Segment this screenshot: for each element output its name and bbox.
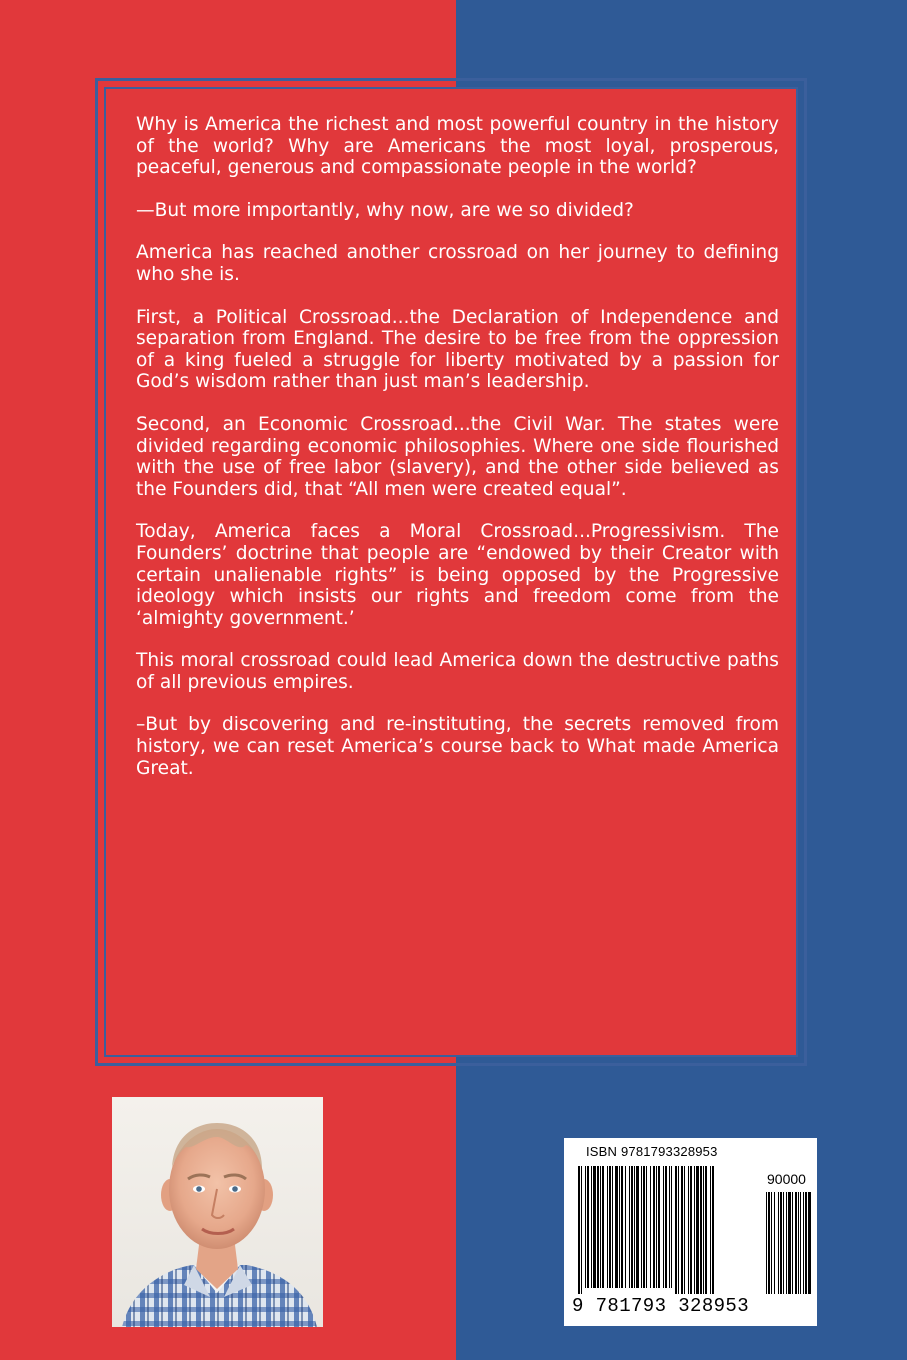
- barcode-addon-bar: [805, 1192, 807, 1294]
- blurb-paragraph-2: —But more importantly, why now, are we so divided?: [136, 199, 634, 221]
- barcode-addon-bar: [780, 1192, 782, 1294]
- barcode-bar: [602, 1166, 604, 1288]
- barcode-bar: [619, 1166, 620, 1288]
- barcode-addon-bar: [768, 1192, 770, 1294]
- barcode-addon-bar: [788, 1192, 791, 1294]
- barcode-bar: [621, 1166, 623, 1288]
- barcode-bar: [681, 1166, 683, 1294]
- barcode-bar: [694, 1166, 695, 1294]
- barcode-bar: [600, 1166, 601, 1288]
- barcode-bar: [665, 1166, 667, 1288]
- barcode-bar: [669, 1166, 670, 1288]
- blurb-paragraph-8: –But by discovering and re-instituting, the secrets removed from history, we can reset America’s course back to What made America Great.: [136, 714, 779, 779]
- barcode-addon-bar: [803, 1192, 804, 1294]
- barcode-addon-bar: [771, 1192, 772, 1294]
- blurb-paragraph-1: Why is America the richest and most powerful country in the history of the world? Why are Americans the most loyal, prosperous, peaceful, generous and compassionate people in the world?: [136, 114, 779, 179]
- isbn-barcode: [564, 1138, 817, 1326]
- barcode-bar: [684, 1166, 685, 1294]
- barcode-addon-bar: [795, 1192, 797, 1294]
- barcode-bar: [597, 1166, 599, 1288]
- barcode-bar: [650, 1166, 651, 1288]
- isbn-label: ISBN 9781793328953: [586, 1144, 718, 1159]
- barcode-bar: [710, 1166, 711, 1294]
- barcode-bar: [609, 1166, 611, 1288]
- barcode-bar: [700, 1166, 702, 1294]
- barcode-digits: 9 781793 328953: [572, 1295, 750, 1317]
- barcode-bar: [646, 1166, 647, 1288]
- barcode-bar: [658, 1166, 660, 1288]
- barcode-addon-bar: [792, 1192, 793, 1294]
- barcode-bar: [581, 1166, 582, 1294]
- barcode-addon-bar: [774, 1192, 775, 1294]
- barcode-bar: [641, 1166, 642, 1288]
- barcode-bar: [631, 1166, 633, 1288]
- barcode-addon-bar: [783, 1192, 784, 1294]
- barcode-bar: [703, 1166, 704, 1294]
- barcode-bar: [591, 1166, 592, 1288]
- barcode-addon-bar: [798, 1192, 799, 1294]
- blurb-paragraph-4: First, a Political Crossroad...the Declaration of Independence and separation from England. The desire to be free from the oppression of a king fueled a struggle for liberty motivated by a passion for God’s wisdom rather than just man’s leadership.: [136, 306, 779, 393]
- blurb-paragraph-5: Second, an Economic Crossroad...the Civil War. The states were divided regarding economic philosophies. Where one side flourished with the use of free labor (slavery), and the other side believed as the Founders did, that “All men were created equal”.: [136, 413, 779, 500]
- barcode-bar: [629, 1166, 630, 1288]
- price-code: 90000: [767, 1171, 806, 1187]
- barcode-addon-bar: [778, 1192, 779, 1294]
- blurb-paragraph-6: Today, America faces a Moral Crossroad...Progressivism. The Founders’ doctrine that people are “endowed by their Creator with certain unalienable rights” is being opposed by the Progressive ideology which insists our rights and freedom come from the ‘almighty government.’: [136, 521, 779, 629]
- barcode-addon-bar: [766, 1192, 767, 1294]
- barcode-bar: [585, 1166, 586, 1288]
- barcode-bar: [593, 1166, 596, 1288]
- blurb-panel-inner: [104, 87, 798, 1057]
- barcode-bar: [712, 1166, 714, 1294]
- author-photo: [112, 1097, 323, 1327]
- barcode-bar: [612, 1166, 613, 1288]
- barcode-addon-bar: [808, 1192, 811, 1294]
- barcode-bar: [636, 1166, 639, 1288]
- barcode-bar: [607, 1166, 608, 1288]
- barcode-bar: [656, 1166, 657, 1288]
- barcode-bar: [696, 1166, 699, 1294]
- blurb-paragraph-3: America has reached another crossroad on her journey to defining who she is.: [136, 242, 779, 285]
- barcode-bar: [587, 1166, 589, 1288]
- barcode-addon-bar: [786, 1192, 787, 1294]
- barcode-bar: [688, 1166, 689, 1294]
- barcode-bar: [663, 1166, 664, 1288]
- author-portrait-icon: [112, 1097, 323, 1327]
- barcode-bar: [690, 1166, 692, 1294]
- barcode-bar: [671, 1166, 672, 1288]
- blurb-paragraph-7: This moral crossroad could lead America down the destructive paths of all previous empires.: [136, 650, 779, 693]
- barcode-bar: [578, 1166, 580, 1294]
- barcode-bar: [615, 1166, 618, 1288]
- barcode-bar: [675, 1166, 677, 1294]
- back-cover-blurb: [136, 114, 779, 800]
- barcode-bar: [678, 1166, 679, 1294]
- barcode-bar: [625, 1166, 626, 1288]
- barcode-bar: [653, 1166, 655, 1288]
- barcode-bar: [634, 1166, 635, 1288]
- barcode-bar: [705, 1166, 707, 1294]
- barcode-bar: [643, 1166, 645, 1288]
- barcode-addon-bar: [800, 1192, 801, 1294]
- blurb-panel: [95, 78, 807, 1066]
